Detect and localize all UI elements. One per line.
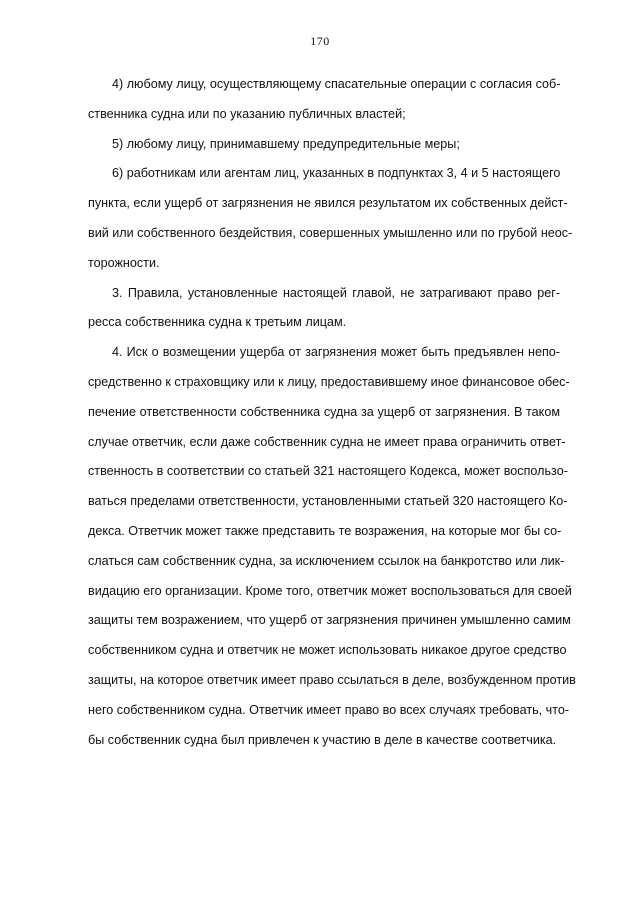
text-line: средственно к страховщику или к лицу, предоставившему иное финансовое обес- <box>88 374 570 389</box>
body-text <box>88 70 576 755</box>
text-line: него собственником судна. Ответчик имеет право во всех случаях требовать, что- <box>88 702 570 717</box>
text-line: ственность в соответствии со статьей 321 настоящего Кодекса, может воспользо- <box>88 464 568 479</box>
text-line: собственником судна и ответчик не может использовать никакое другое средство <box>88 643 567 658</box>
text-line: видацию его организации. Кроме того, ответчик может воспользоваться для своей <box>88 583 572 598</box>
text-line: 6) работникам или агентам лиц, указанных в подпунктах 3, 4 и 5 настоящего <box>112 166 561 181</box>
text-line: ваться пределами ответственности, установленными статьей 320 настоящего Ко- <box>88 494 568 509</box>
text-line: 4. Иск о возмещении ущерба от загрязнения может быть предъявлен непо- <box>112 345 560 360</box>
text-line: случае ответчик, если даже собственник судна не имеет права ограничить ответ- <box>88 434 566 449</box>
text-line: вий или собственного бездействия, совершенных умышленно или по грубой неос- <box>88 225 573 240</box>
text-line: защиты, на которое ответчик имеет право ссылаться в деле, возбужденном против <box>88 672 576 687</box>
text-line: декса. Ответчик может также представить те возражения, на которые мог бы со- <box>88 523 562 538</box>
text-line: пункта, если ущерб от загрязнения не явился результатом их собственных дейст- <box>88 196 568 211</box>
text-line: 5) любому лицу, принимавшему предупредительные меры; <box>112 136 460 151</box>
text-line: 3. Правила, установленные настоящей главой, не затрагивают право рег- <box>112 285 560 300</box>
text-line: бы собственник судна был привлечен к участию в деле в качестве соответчика. <box>88 732 557 747</box>
text-line: торожности. <box>88 255 160 270</box>
text-line: печение ответственности собственника судна за ущерб от загрязнения. В таком <box>88 404 560 419</box>
page-number: 170 <box>310 34 330 48</box>
text-line: слаться сам собственник судна, за исключением ссылок на банкротство или лик- <box>88 553 565 568</box>
text-line: 4) любому лицу, осуществляющему спасательные операции с согласия соб- <box>112 77 561 91</box>
text-line: ресса собственника судна к третьим лицам. <box>88 315 347 330</box>
text-line: защиты тем возражением, что ущерб от загрязнения причинен умышленно самим <box>88 613 571 628</box>
text-line: ственника судна или по указанию публичных властей; <box>88 106 406 121</box>
